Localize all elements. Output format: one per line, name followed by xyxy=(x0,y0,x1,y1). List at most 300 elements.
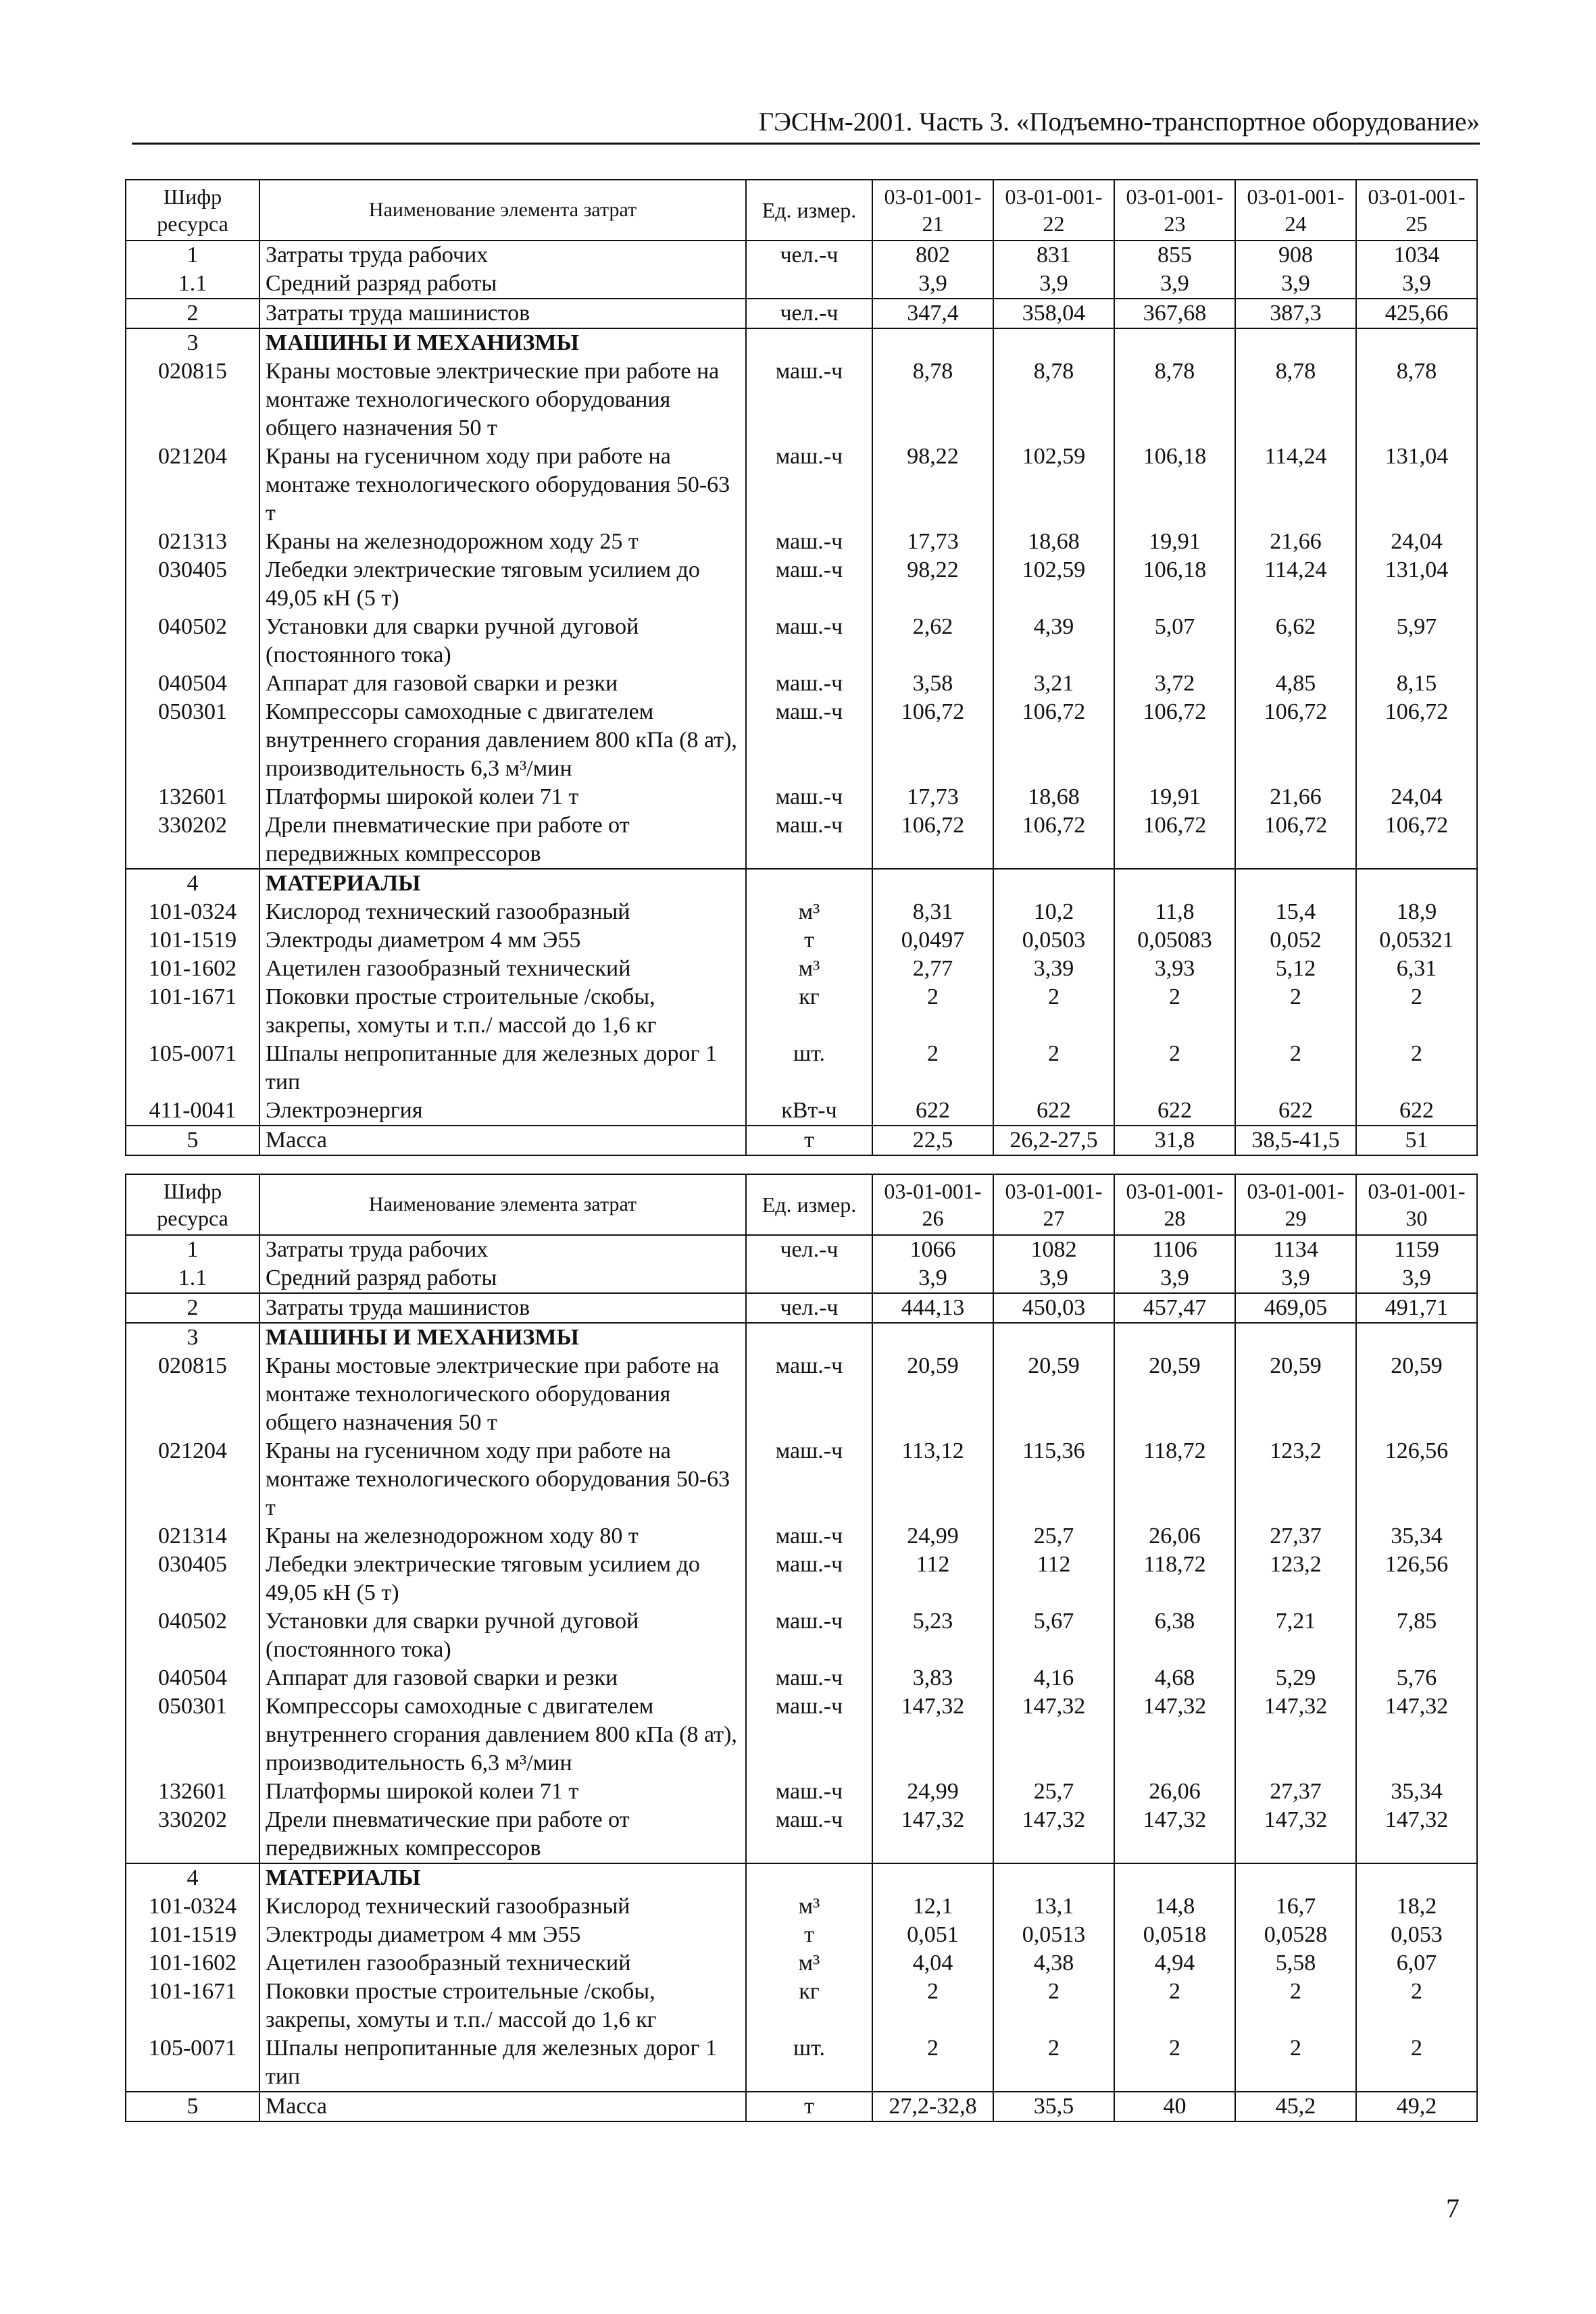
cost-element-name: Затраты труда рабочих xyxy=(259,1235,746,1264)
norm-value: 4,94 xyxy=(1114,1949,1235,1978)
norm-value: 3,9 xyxy=(872,270,993,299)
cost-element-name: Краны мостовые электрические при работе на монтаже технологического оборудования общего назначения 50 т xyxy=(259,357,746,443)
cost-element-name: Аппарат для газовой сварки и резки xyxy=(259,1664,746,1692)
norm-value xyxy=(1235,1323,1356,1352)
resource-code: 2 xyxy=(126,299,259,328)
norm-value: 25,7 xyxy=(993,1778,1114,1806)
table-row xyxy=(126,811,1477,869)
cost-element-name: Ацетилен газообразный технический xyxy=(259,955,746,983)
cost-element-name: Масса xyxy=(259,2092,746,2121)
page-header: ГЭСНм-2001. Часть 3. «Подъемно-транспортное оборудование» xyxy=(132,107,1480,145)
norm-value: 24,04 xyxy=(1356,783,1477,811)
norm-value: 113,12 xyxy=(872,1437,993,1522)
norm-value: 450,03 xyxy=(993,1293,1114,1323)
norm-value: 51 xyxy=(1356,1126,1477,1155)
norm-value: 21,66 xyxy=(1235,528,1356,556)
table-row xyxy=(126,783,1477,811)
norm-value: 17,73 xyxy=(872,783,993,811)
table-row xyxy=(126,1551,1477,1607)
norm-value: 0,05321 xyxy=(1356,926,1477,955)
table-row xyxy=(126,698,1477,783)
norm-value: 31,8 xyxy=(1114,1126,1235,1155)
column-header-norm-code: 03-01-001-26 xyxy=(872,1174,993,1235)
norm-value: 6,38 xyxy=(1114,1607,1235,1664)
column-header-norm-code: 03-01-001-22 xyxy=(993,180,1114,241)
norm-value: 98,22 xyxy=(872,556,993,613)
norm-value: 8,78 xyxy=(872,357,993,443)
unit-of-measure: шт. xyxy=(746,2034,872,2092)
norm-value xyxy=(872,328,993,357)
norm-value xyxy=(1235,328,1356,357)
unit-of-measure xyxy=(746,869,872,898)
page-number: 7 xyxy=(1446,2193,1460,2223)
cost-element-name: Лебедки электрические тяговым усилием до 49,05 кН (5 т) xyxy=(259,556,746,613)
unit-of-measure: м³ xyxy=(746,898,872,926)
norm-value: 3,72 xyxy=(1114,670,1235,698)
norm-value: 4,39 xyxy=(993,613,1114,670)
norm-value: 1034 xyxy=(1356,241,1477,270)
resource-code: 330202 xyxy=(126,1806,259,1863)
norm-value: 147,32 xyxy=(1235,1692,1356,1778)
norm-value: 8,78 xyxy=(1356,357,1477,443)
norm-value: 24,99 xyxy=(872,1778,993,1806)
resource-code: 021314 xyxy=(126,1522,259,1551)
norm-value: 0,0497 xyxy=(872,926,993,955)
norm-value: 147,32 xyxy=(993,1692,1114,1778)
norm-value: 17,73 xyxy=(872,528,993,556)
cost-element-name: Кислород технический газообразный xyxy=(259,1892,746,1921)
unit-of-measure: маш.-ч xyxy=(746,1664,872,1692)
column-header-code: Шифр ресурса xyxy=(126,1174,259,1235)
cost-element-name: Кислород технический газообразный xyxy=(259,898,746,926)
table-row xyxy=(126,443,1477,528)
norm-value: 3,9 xyxy=(993,270,1114,299)
norm-value: 102,59 xyxy=(993,556,1114,613)
resource-code: 030405 xyxy=(126,556,259,613)
norm-value: 8,78 xyxy=(1235,357,1356,443)
norm-value xyxy=(1114,869,1235,898)
norm-value: 106,72 xyxy=(872,811,993,869)
table-row xyxy=(126,241,1477,270)
norm-value xyxy=(872,1323,993,1352)
resource-code: 1 xyxy=(126,1235,259,1264)
cost-element-name: Шпалы непропитанные для железных дорог 1 тип xyxy=(259,1040,746,1097)
norm-value xyxy=(1356,1863,1477,1892)
unit-of-measure xyxy=(746,1323,872,1352)
norm-value: 1066 xyxy=(872,1235,993,1264)
norm-value: 20,59 xyxy=(872,1352,993,1437)
resource-code: 411-0041 xyxy=(126,1097,259,1126)
norm-value: 12,1 xyxy=(872,1892,993,1921)
resource-code: 101-0324 xyxy=(126,1892,259,1921)
norm-value: 24,04 xyxy=(1356,528,1477,556)
norm-value: 147,32 xyxy=(1356,1806,1477,1863)
norm-value xyxy=(993,869,1114,898)
norm-value: 126,56 xyxy=(1356,1437,1477,1522)
norm-value: 4,16 xyxy=(993,1664,1114,1692)
table-row xyxy=(126,1892,1477,1921)
table-row xyxy=(126,613,1477,670)
norm-value: 2 xyxy=(1114,983,1235,1040)
table-row xyxy=(126,528,1477,556)
resource-code: 101-0324 xyxy=(126,898,259,926)
table-row xyxy=(126,1806,1477,1863)
unit-of-measure: кВт-ч xyxy=(746,1097,872,1126)
norm-value: 106,72 xyxy=(1235,811,1356,869)
column-header-unit: Ед. измер. xyxy=(746,180,872,241)
norm-value: 5,67 xyxy=(993,1607,1114,1664)
norm-value: 3,93 xyxy=(1114,955,1235,983)
unit-of-measure xyxy=(746,328,872,357)
table-row xyxy=(126,1352,1477,1437)
norm-value xyxy=(872,1863,993,1892)
column-header-name: Наименование элемента затрат xyxy=(259,1174,746,1235)
norm-value: 19,91 xyxy=(1114,528,1235,556)
norm-value: 2 xyxy=(872,1978,993,2034)
resource-code: 4 xyxy=(126,869,259,898)
unit-of-measure: кг xyxy=(746,1978,872,2034)
norm-value: 622 xyxy=(993,1097,1114,1126)
cost-element-name: Шпалы непропитанные для железных дорог 1 тип xyxy=(259,2034,746,2092)
norm-value: 457,47 xyxy=(1114,1293,1235,1323)
norm-value: 20,59 xyxy=(993,1352,1114,1437)
resource-code: 132601 xyxy=(126,1778,259,1806)
norm-value: 16,7 xyxy=(1235,1892,1356,1921)
table-row xyxy=(126,1235,1477,1264)
unit-of-measure: маш.-ч xyxy=(746,1778,872,1806)
cost-element-name: Краны мостовые электрические при работе на монтаже технологического оборудования общего назначения 50 т xyxy=(259,1352,746,1437)
table-row xyxy=(126,357,1477,443)
table-row xyxy=(126,299,1477,328)
norm-value: 35,5 xyxy=(993,2092,1114,2121)
norm-value: 2 xyxy=(1114,1040,1235,1097)
column-header-norm-code: 03-01-001-28 xyxy=(1114,1174,1235,1235)
norm-value: 4,85 xyxy=(1235,670,1356,698)
cost-element-name: Ацетилен газообразный технический xyxy=(259,1949,746,1978)
norm-value: 6,31 xyxy=(1356,955,1477,983)
norm-value: 3,39 xyxy=(993,955,1114,983)
norm-value: 27,37 xyxy=(1235,1778,1356,1806)
norm-value: 908 xyxy=(1235,241,1356,270)
table-row xyxy=(126,1522,1477,1551)
norm-value: 25,7 xyxy=(993,1522,1114,1551)
table-row xyxy=(126,1978,1477,2034)
norm-value: 2 xyxy=(1356,1040,1477,1097)
norm-value: 8,31 xyxy=(872,898,993,926)
norm-value: 2 xyxy=(1356,983,1477,1040)
resource-code: 040502 xyxy=(126,1607,259,1664)
norm-value xyxy=(1235,869,1356,898)
resource-code: 5 xyxy=(126,1126,259,1155)
norm-value: 831 xyxy=(993,241,1114,270)
norm-value xyxy=(1356,1323,1477,1352)
norm-value: 20,59 xyxy=(1235,1352,1356,1437)
norm-value: 106,72 xyxy=(993,698,1114,783)
norm-value: 2 xyxy=(1235,1978,1356,2034)
norm-value: 2 xyxy=(872,1040,993,1097)
norm-value: 4,68 xyxy=(1114,1664,1235,1692)
table-row xyxy=(126,670,1477,698)
norm-value: 106,72 xyxy=(1114,811,1235,869)
norm-value: 0,052 xyxy=(1235,926,1356,955)
norm-value: 425,66 xyxy=(1356,299,1477,328)
unit-of-measure: чел.-ч xyxy=(746,241,872,270)
norm-value: 0,051 xyxy=(872,1921,993,1949)
norm-value: 491,71 xyxy=(1356,1293,1477,1323)
cost-element-name: Затраты труда рабочих xyxy=(259,241,746,270)
resource-code: 3 xyxy=(126,1323,259,1352)
table-row xyxy=(126,270,1477,299)
norm-value xyxy=(1356,869,1477,898)
norm-value: 3,9 xyxy=(1114,270,1235,299)
norm-value: 106,72 xyxy=(1114,698,1235,783)
resource-code: 105-0071 xyxy=(126,1040,259,1097)
unit-of-measure: маш.-ч xyxy=(746,1437,872,1522)
norm-value: 367,68 xyxy=(1114,299,1235,328)
norm-value: 3,58 xyxy=(872,670,993,698)
norm-value: 5,07 xyxy=(1114,613,1235,670)
norm-value: 6,07 xyxy=(1356,1949,1477,1978)
cost-element-name: Электроды диаметром 4 мм Э55 xyxy=(259,926,746,955)
norm-value: 1159 xyxy=(1356,1235,1477,1264)
cost-element-name: Средний разряд работы xyxy=(259,1264,746,1293)
norm-value: 2 xyxy=(872,2034,993,2092)
norm-value: 0,053 xyxy=(1356,1921,1477,1949)
norm-value: 112 xyxy=(993,1551,1114,1607)
norm-value: 347,4 xyxy=(872,299,993,328)
norm-value: 106,72 xyxy=(1356,811,1477,869)
norm-value: 18,68 xyxy=(993,528,1114,556)
norm-value: 622 xyxy=(872,1097,993,1126)
resource-code: 021204 xyxy=(126,1437,259,1522)
norm-value: 131,04 xyxy=(1356,443,1477,528)
section-title: МАШИНЫ И МЕХАНИЗМЫ xyxy=(259,328,746,357)
resource-code: 050301 xyxy=(126,1692,259,1778)
unit-of-measure: маш.-ч xyxy=(746,613,872,670)
norm-value: 2 xyxy=(1356,1978,1477,2034)
resource-code: 5 xyxy=(126,2092,259,2121)
norm-value: 123,2 xyxy=(1235,1551,1356,1607)
cost-element-name: Краны на железнодорожном ходу 80 т xyxy=(259,1522,746,1551)
norm-value: 1106 xyxy=(1114,1235,1235,1264)
column-header-norm-code: 03-01-001-24 xyxy=(1235,180,1356,241)
norm-value: 2 xyxy=(1114,2034,1235,2092)
norm-value: 5,97 xyxy=(1356,613,1477,670)
norm-value: 21,66 xyxy=(1235,783,1356,811)
cost-element-name: Платформы широкой колеи 71 т xyxy=(259,1778,746,1806)
column-header-unit: Ед. измер. xyxy=(746,1174,872,1235)
unit-of-measure: маш.-ч xyxy=(746,783,872,811)
norm-value: 2 xyxy=(993,1978,1114,2034)
unit-of-measure: маш.-ч xyxy=(746,556,872,613)
cost-element-name: Электроэнергия xyxy=(259,1097,746,1126)
cost-element-name: Поковки простые строительные /скобы, закрепы, хомуты и т.п./ массой до 1,6 кг xyxy=(259,983,746,1040)
norm-value: 19,91 xyxy=(1114,783,1235,811)
norm-value: 15,4 xyxy=(1235,898,1356,926)
unit-of-measure: маш.-ч xyxy=(746,1352,872,1437)
norm-value: 2 xyxy=(993,1040,1114,1097)
unit-of-measure: маш.-ч xyxy=(746,357,872,443)
norm-value: 3,9 xyxy=(872,1264,993,1293)
column-header-norm-code: 03-01-001-21 xyxy=(872,180,993,241)
resource-code: 050301 xyxy=(126,698,259,783)
norm-value: 8,78 xyxy=(993,357,1114,443)
norm-value: 106,18 xyxy=(1114,556,1235,613)
resource-code: 101-1602 xyxy=(126,955,259,983)
norm-value: 5,12 xyxy=(1235,955,1356,983)
cost-element-name: Краны на гусеничном ходу при работе на монтаже технологического оборудования 50-63 т xyxy=(259,1437,746,1522)
norm-value: 387,3 xyxy=(1235,299,1356,328)
norm-value: 106,72 xyxy=(1356,698,1477,783)
norm-value: 358,04 xyxy=(993,299,1114,328)
norm-value: 10,2 xyxy=(993,898,1114,926)
norm-value: 3,9 xyxy=(1114,1264,1235,1293)
cost-element-name: Краны на железнодорожном ходу 25 т xyxy=(259,528,746,556)
norm-value: 147,32 xyxy=(1114,1806,1235,1863)
table-row xyxy=(126,983,1477,1040)
norm-value: 131,04 xyxy=(1356,556,1477,613)
table-row xyxy=(126,1323,1477,1352)
norm-value: 7,21 xyxy=(1235,1607,1356,1664)
resource-code: 021313 xyxy=(126,528,259,556)
norm-value: 622 xyxy=(1356,1097,1477,1126)
unit-of-measure: м³ xyxy=(746,955,872,983)
table-row xyxy=(126,926,1477,955)
norm-value: 5,58 xyxy=(1235,1949,1356,1978)
table-row xyxy=(126,1607,1477,1664)
norm-value: 27,37 xyxy=(1235,1522,1356,1551)
norm-value: 444,13 xyxy=(872,1293,993,1323)
norm-value: 2 xyxy=(993,2034,1114,2092)
cost-element-name: Поковки простые строительные /скобы, закрепы, хомуты и т.п./ массой до 1,6 кг xyxy=(259,1978,746,2034)
norm-value: 2,62 xyxy=(872,613,993,670)
norm-value: 106,72 xyxy=(872,698,993,783)
norm-value xyxy=(1114,328,1235,357)
norm-value: 147,32 xyxy=(872,1692,993,1778)
norm-value: 0,0518 xyxy=(1114,1921,1235,1949)
resource-code: 4 xyxy=(126,1863,259,1892)
table-row xyxy=(126,1040,1477,1097)
resource-code: 040502 xyxy=(126,613,259,670)
norm-value: 147,32 xyxy=(1235,1806,1356,1863)
norm-value: 855 xyxy=(1114,241,1235,270)
table-row xyxy=(126,1692,1477,1778)
norm-value: 3,9 xyxy=(1356,1264,1477,1293)
norm-value: 13,1 xyxy=(993,1892,1114,1921)
resource-code: 101-1519 xyxy=(126,926,259,955)
table-row xyxy=(126,1949,1477,1978)
norm-value: 35,34 xyxy=(1356,1778,1477,1806)
unit-of-measure xyxy=(746,1863,872,1892)
unit-of-measure: чел.-ч xyxy=(746,1235,872,1264)
unit-of-measure xyxy=(746,270,872,299)
unit-of-measure: чел.-ч xyxy=(746,299,872,328)
norm-value xyxy=(1235,1863,1356,1892)
norm-value: 102,59 xyxy=(993,443,1114,528)
unit-of-measure: шт. xyxy=(746,1040,872,1097)
norm-value: 622 xyxy=(1235,1097,1356,1126)
norm-value: 3,9 xyxy=(1356,270,1477,299)
unit-of-measure: т xyxy=(746,1126,872,1155)
cost-element-name: Установки для сварки ручной дуговой (постоянного тока) xyxy=(259,1607,746,1664)
norm-value: 106,18 xyxy=(1114,443,1235,528)
cost-element-name: Установки для сварки ручной дуговой (постоянного тока) xyxy=(259,613,746,670)
norm-value: 115,36 xyxy=(993,1437,1114,1522)
norm-value: 26,06 xyxy=(1114,1778,1235,1806)
table-row xyxy=(126,328,1477,357)
table-row xyxy=(126,1778,1477,1806)
table-row xyxy=(126,1437,1477,1522)
resource-code: 020815 xyxy=(126,357,259,443)
norm-value: 4,04 xyxy=(872,1949,993,1978)
norm-value: 118,72 xyxy=(1114,1551,1235,1607)
norm-value xyxy=(1356,328,1477,357)
unit-of-measure: маш.-ч xyxy=(746,443,872,528)
resource-code: 030405 xyxy=(126,1551,259,1607)
norm-value: 147,32 xyxy=(1356,1692,1477,1778)
norm-value: 118,72 xyxy=(1114,1437,1235,1522)
norm-value xyxy=(1114,1323,1235,1352)
unit-of-measure: маш.-ч xyxy=(746,528,872,556)
norm-value: 38,5-41,5 xyxy=(1235,1126,1356,1155)
table-row xyxy=(126,1126,1477,1155)
norm-value: 106,72 xyxy=(1235,698,1356,783)
norm-value: 1134 xyxy=(1235,1235,1356,1264)
cost-element-name: Аппарат для газовой сварки и резки xyxy=(259,670,746,698)
column-header-norm-code: 03-01-001-25 xyxy=(1356,180,1477,241)
resource-code: 101-1602 xyxy=(126,1949,259,1978)
norm-value: 26,06 xyxy=(1114,1522,1235,1551)
column-header-norm-code: 03-01-001-29 xyxy=(1235,1174,1356,1235)
unit-of-measure: маш.-ч xyxy=(746,1522,872,1551)
column-header-norm-code: 03-01-001-23 xyxy=(1114,180,1235,241)
resource-code: 101-1519 xyxy=(126,1921,259,1949)
cost-element-name: Дрели пневматические при работе от передвижных компрессоров xyxy=(259,1806,746,1863)
cost-element-name: Электроды диаметром 4 мм Э55 xyxy=(259,1921,746,1949)
norm-value xyxy=(872,869,993,898)
resource-code: 101-1671 xyxy=(126,983,259,1040)
norm-value: 0,0513 xyxy=(993,1921,1114,1949)
resource-code: 021204 xyxy=(126,443,259,528)
section-title: МАТЕРИАЛЫ xyxy=(259,1863,746,1892)
resource-code: 1.1 xyxy=(126,1264,259,1293)
norm-value: 27,2-32,8 xyxy=(872,2092,993,2121)
norm-value: 2 xyxy=(1235,983,1356,1040)
norm-value: 4,38 xyxy=(993,1949,1114,1978)
norm-value: 147,32 xyxy=(872,1806,993,1863)
unit-of-measure: т xyxy=(746,1921,872,1949)
norm-value: 20,59 xyxy=(1356,1352,1477,1437)
norm-value: 3,21 xyxy=(993,670,1114,698)
cost-element-name: Затраты труда машинистов xyxy=(259,1293,746,1323)
unit-of-measure: маш.-ч xyxy=(746,1551,872,1607)
norm-value: 11,8 xyxy=(1114,898,1235,926)
unit-of-measure: маш.-ч xyxy=(746,1692,872,1778)
norm-value xyxy=(993,1323,1114,1352)
norm-value: 112 xyxy=(872,1551,993,1607)
norm-value: 24,99 xyxy=(872,1522,993,1551)
section-title: МАШИНЫ И МЕХАНИЗМЫ xyxy=(259,1323,746,1352)
cost-element-name: Краны на гусеничном ходу при работе на монтаже технологического оборудования 50-63 т xyxy=(259,443,746,528)
section-title: МАТЕРИАЛЫ xyxy=(259,869,746,898)
unit-of-measure: маш.-ч xyxy=(746,670,872,698)
table-row xyxy=(126,1921,1477,1949)
norm-value: 18,9 xyxy=(1356,898,1477,926)
unit-of-measure xyxy=(746,1264,872,1293)
norm-value: 45,2 xyxy=(1235,2092,1356,2121)
norm-value: 14,8 xyxy=(1114,1892,1235,1921)
cost-element-name: Компрессоры самоходные с двигателем внутреннего сгорания давлением 800 кПа (8 ат), производительность 6,3 м³/мин xyxy=(259,1692,746,1778)
